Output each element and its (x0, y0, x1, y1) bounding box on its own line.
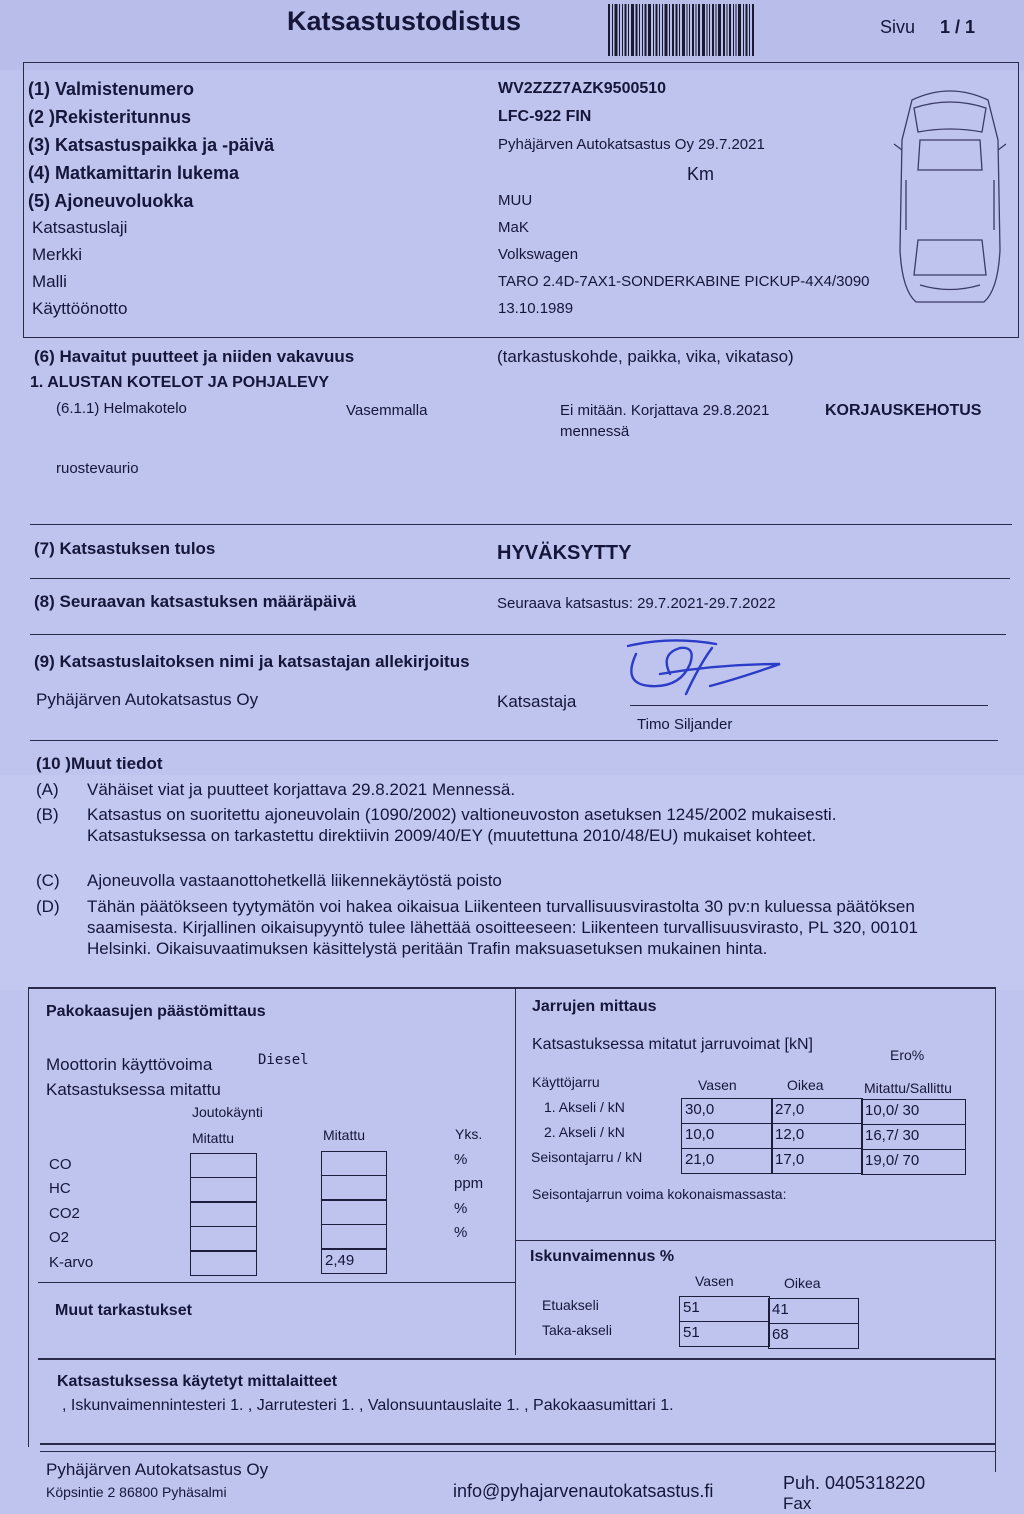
brake-right-cell: 17,0 (771, 1148, 863, 1174)
vehicle-row-label: (4) Matkamittarin lukema (28, 163, 240, 183)
defect-item-code: (6.1.1) Helmakotelo (56, 400, 187, 417)
next-inspection-label: (8) Seuraavan katsastuksen määräpäivä (34, 592, 357, 611)
shock-col-right: Oikea (784, 1275, 821, 1291)
brake-row-name: 2. Akseli / kN (544, 1124, 625, 1140)
other-info-line: Helsinki. Oikaisuvaatimuksen käsittelystä peritään Trafin maksuasetuksen mukainen hinta. (87, 939, 768, 958)
defect-item-action-2: mennessä (560, 423, 630, 440)
frame-divider-left (38, 1282, 515, 1283)
other-info-key: (A) (36, 780, 59, 799)
other-info-key: (C) (36, 871, 60, 890)
col-measured-2: Mitattu (323, 1127, 366, 1143)
brakes-col-diff: Mitattu/Sallittu (864, 1080, 952, 1096)
page-number: 1 / 1 (940, 17, 976, 37)
brakes-col-right: Oikea (787, 1077, 824, 1093)
divider (30, 740, 998, 741)
other-info-line: Vähäiset viat ja puutteet korjattava 29.8.2021 Mennessä. (87, 780, 516, 799)
footer-phone: Puh. 0405318220 (783, 1473, 926, 1493)
signature-line (630, 705, 988, 706)
brake-right-cell: 12,0 (771, 1123, 863, 1149)
emission-idle-cell (190, 1251, 257, 1276)
brakes-diff-label: Ero% (890, 1047, 925, 1063)
vehicle-row-label: Katsastuslaji (32, 218, 128, 237)
emission-row-name: O2 (49, 1229, 70, 1247)
divider (30, 524, 1012, 525)
emission-measured-cell (321, 1175, 387, 1200)
emission-measured-cell (321, 1151, 387, 1176)
emission-idle-cell (190, 1202, 257, 1227)
frame-divider-right (515, 1240, 995, 1241)
devices-list: , Iskunvaimennintesteri 1. , Jarrutesteri 1. , Valonsuuntauslaite 1. , Pakokaasumittari 1. (62, 1397, 674, 1414)
emission-row-name: CO (49, 1156, 72, 1173)
fuel-value: Diesel (258, 1052, 309, 1068)
defect-item-fault: ruostevaurio (56, 460, 139, 477)
inspector-label: Katsastaja (497, 692, 577, 711)
vehicle-row-value: MUU (498, 192, 533, 209)
other-info-heading: (10 )Muut tiedot (36, 754, 163, 773)
footer-fax: Fax (783, 1494, 812, 1513)
emission-row-unit: ppm (454, 1175, 484, 1193)
vehicle-row-label: Käyttöönotto (32, 299, 128, 318)
emission-row-name: HC (49, 1180, 71, 1198)
other-info-line: Katsastus on suoritettu ajoneuvolain (1090/2002) valtioneuvoston asetuksen 1245/2002 mukaisesti. (87, 805, 837, 824)
emission-idle-cell (190, 1153, 257, 1178)
measured-label: Katsastuksessa mitattu (46, 1080, 221, 1099)
divider (30, 578, 1010, 579)
shock-right-cell: 68 (768, 1323, 859, 1349)
barcode-icon (606, 4, 766, 56)
defect-item-action-1: Ei mitään. Korjattava 29.8.2021 (560, 402, 770, 419)
other-info-line: saamisesta. Kirjallinen oikaisupyyntö tulee lähettää osoitteeseen: Liikenteen turvallisuusvirasto, PL 320, 00101 (87, 918, 918, 937)
brake-diff-cell: 16,7/ 30 (861, 1124, 966, 1150)
vehicle-row-label: (2 )Rekisteritunnus (28, 107, 192, 127)
emissions-title: Pakokaasujen päästömittaus (46, 1003, 266, 1020)
vehicle-row-label: (1) Valmistenumero (28, 79, 195, 99)
col-measured-1: Mitattu (192, 1130, 235, 1146)
other-info-line: Ajoneuvolla vastaanottohetkellä liikennekäytöstä poisto (87, 871, 502, 890)
emission-row-unit: % (454, 1199, 468, 1217)
vehicle-row-value: MaK (498, 219, 529, 236)
vehicle-row-value: Pyhäjärven Autokatsastus Oy 29.7.2021 (498, 136, 765, 153)
brake-left-cell: 21,0 (681, 1148, 773, 1174)
page-label: Sivu (880, 17, 916, 37)
shock-right-cell: 41 (768, 1298, 859, 1324)
divider (30, 634, 1006, 635)
emission-row-name: K-arvo (49, 1253, 94, 1271)
emission-idle-cell (190, 1177, 257, 1202)
other-info-line: Katsastuksessa on tarkastettu direktiivin 2009/40/EY (muutettuna 2010/48/EU) mukaiset kohteet. (87, 826, 817, 845)
vehicle-row-value: WV2ZZZ7AZK9500510 (498, 80, 667, 97)
brake-left-cell: 10,0 (681, 1123, 773, 1149)
emission-row-name: CO2 (49, 1204, 80, 1222)
shock-left-cell: 51 (679, 1296, 770, 1322)
shock-row-name: Etuakseli (542, 1297, 599, 1313)
defects-note: (tarkastuskohde, paikka, vika, vikataso) (497, 347, 794, 366)
shock-col-left: Vasen (695, 1273, 734, 1289)
other-info-line: Tähän päätökseen tyytymätön voi hakea oikaisua Liikenteen turvallisuusvirastolta 30 pv:n kuluessa päätöksen (87, 897, 915, 916)
footer-company: Pyhäjärven Autokatsastus Oy (46, 1460, 269, 1479)
parking-brake-note: Seisontajarrun voima kokonaismassasta: (532, 1186, 787, 1202)
result-value: HYVÄKSYTTY (497, 542, 632, 564)
shock-left-cell: 51 (679, 1321, 770, 1347)
other-info-key: (B) (36, 805, 59, 824)
emission-row-unit: % (454, 1224, 468, 1242)
brake-diff-cell: 10,0/ 30 (861, 1099, 966, 1125)
signature-label: (9) Katsastuslaitoksen nimi ja katsastajan allekirjoitus (34, 652, 470, 671)
defect-group: 1. ALUSTAN KOTELOT JA POHJALEVY (30, 374, 329, 391)
vehicle-row-value: Volkswagen (498, 246, 579, 263)
vehicle-row-value: LFC-922 FIN (498, 108, 592, 125)
frame-top (28, 987, 996, 989)
signature-scribble-icon (620, 634, 790, 700)
fuel-label: Moottorin käyttövoima (46, 1055, 213, 1074)
brakes-subtitle: Katsastuksessa mitatut jarruvoimat [kN] (532, 1036, 813, 1053)
other-checks-title: Muut tarkastukset (55, 1302, 192, 1319)
inspector-name: Timo Siljander (637, 716, 733, 733)
footer-address: Köpsintie 2 86800 Pyhäsalmi (46, 1484, 227, 1500)
frame-right (995, 987, 996, 1472)
frame-middle (515, 987, 516, 1355)
station-name: Pyhäjärven Autokatsastus Oy (36, 690, 259, 709)
brakes-title: Jarrujen mittaus (532, 998, 657, 1015)
emission-measured-cell: 2,49 (321, 1249, 387, 1274)
col-unit: Yks. (455, 1126, 483, 1142)
brake-left-cell: 30,0 (681, 1098, 773, 1124)
frame-bottom-2 (40, 1451, 996, 1452)
vehicle-row-value: Km (687, 164, 714, 184)
defects-heading: (6) Havaitut puutteet ja niiden vakavuus (34, 347, 355, 366)
emission-measured-cell (321, 1224, 387, 1249)
document-title: Katsastustodistus (287, 6, 522, 36)
idle-label: Joutokäynti (192, 1104, 263, 1120)
frame-left (28, 987, 29, 1447)
defect-item-place: Vasemmalla (346, 402, 428, 419)
brake-row-name: Seisontajarru / kN (531, 1149, 643, 1165)
vehicle-row-label: (5) Ajoneuvoluokka (28, 191, 194, 211)
shock-title: Iskunvaimennus % (530, 1248, 675, 1265)
frame-divider-devices (38, 1358, 995, 1360)
car-outline-icon (890, 80, 1010, 310)
other-info-key: (D) (36, 897, 60, 916)
vehicle-row-value: TARO 2.4D-7AX1-SONDERKABINE PICKUP-4X4/3090 (498, 273, 870, 290)
frame-bottom (40, 1443, 996, 1445)
emission-idle-cell (190, 1226, 257, 1251)
footer-email: info@pyhajarvenautokatsastus.fi (453, 1481, 714, 1501)
shock-row-name: Taka-akseli (542, 1322, 613, 1338)
result-label: (7) Katsastuksen tulos (34, 539, 216, 558)
defect-item-level: KORJAUSKEHOTUS (825, 402, 982, 419)
brake-right-cell: 27,0 (771, 1098, 863, 1124)
brake-diff-cell: 19,0/ 70 (861, 1149, 966, 1175)
emission-row-unit: % (454, 1151, 468, 1168)
vehicle-row-label: Merkki (32, 245, 83, 264)
next-inspection-value: Seuraava katsastus: 29.7.2021-29.7.2022 (497, 595, 776, 612)
emission-measured-cell (321, 1200, 387, 1225)
brakes-col-left: Vasen (698, 1077, 737, 1093)
vehicle-row-value: 13.10.1989 (498, 300, 574, 317)
vehicle-row-label: (3) Katsastuspaikka ja -päivä (28, 135, 275, 155)
brake-row-name: 1. Akseli / kN (544, 1099, 625, 1115)
devices-title: Katsastuksessa käytetyt mittalaitteet (57, 1373, 338, 1390)
brakes-col-type: Käyttöjarru (532, 1074, 600, 1090)
vehicle-row-label: Malli (32, 272, 67, 291)
